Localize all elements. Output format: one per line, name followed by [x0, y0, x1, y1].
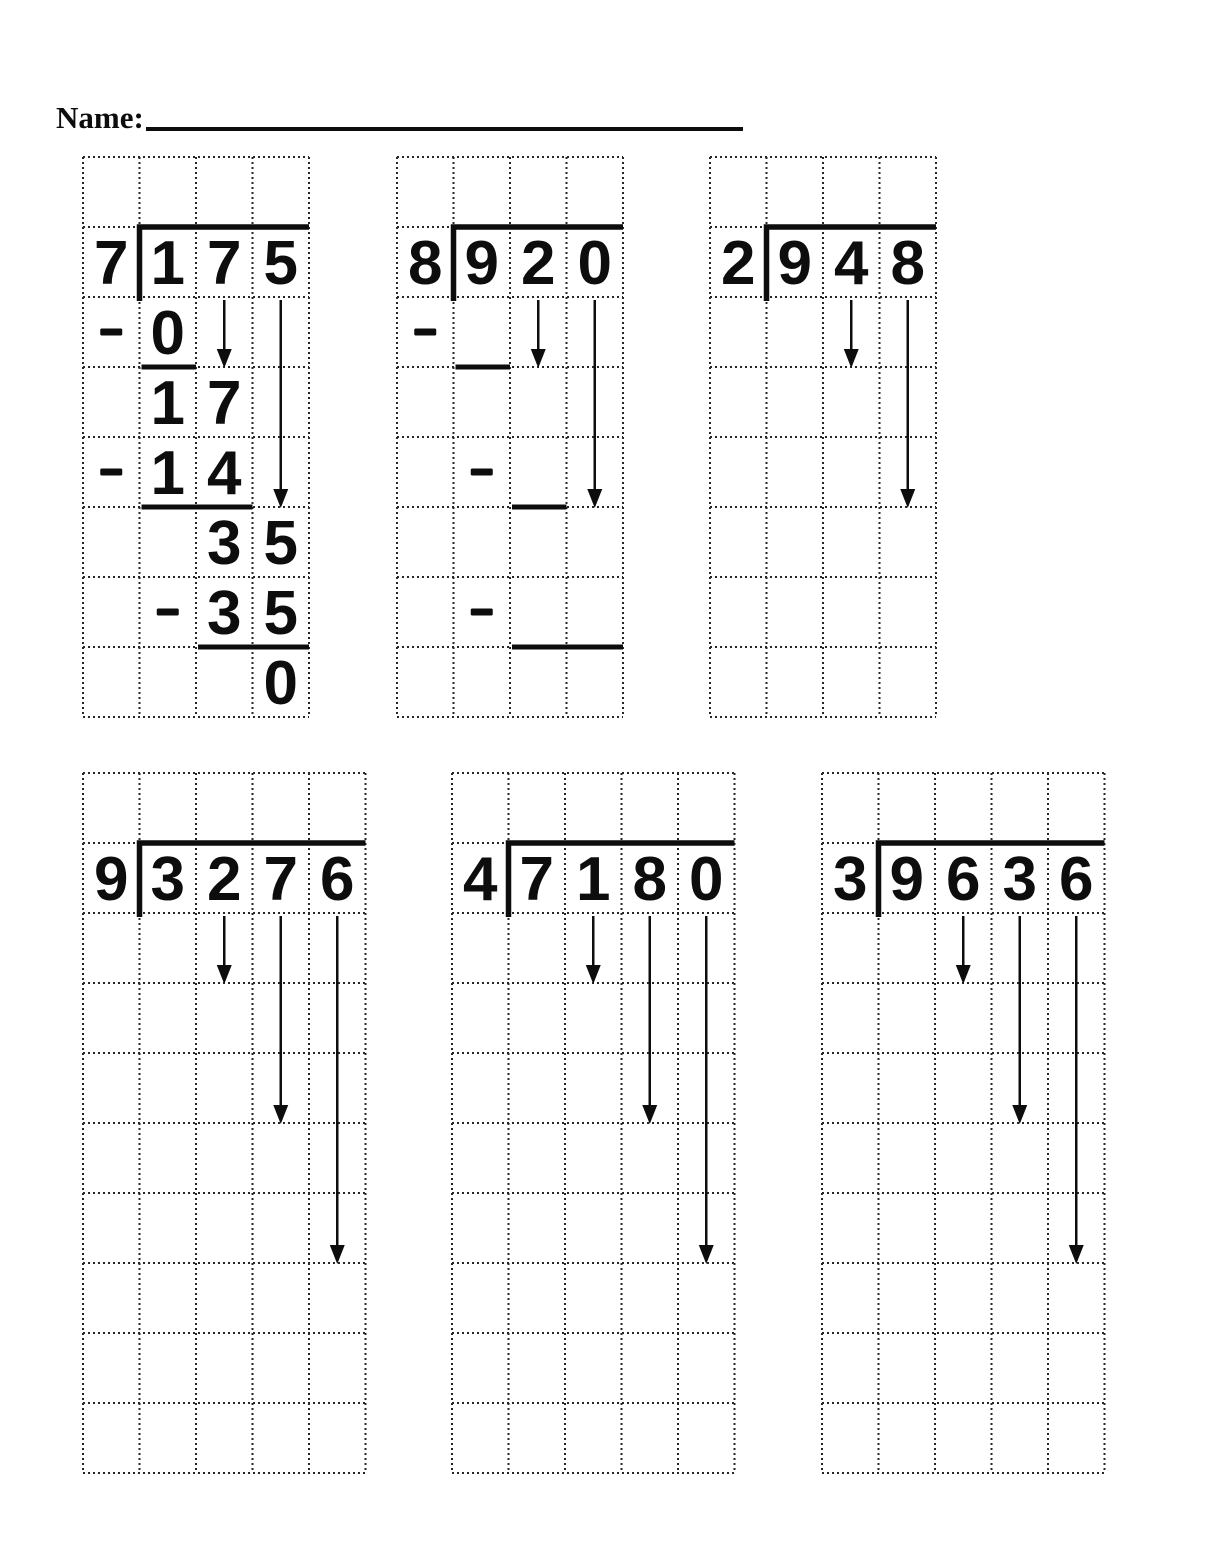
name-blank-line: [146, 127, 743, 131]
minus-sign: [100, 469, 122, 476]
dividend-digit: 6: [320, 845, 355, 914]
bring-down-arrow-head: [586, 965, 601, 984]
work-digit: 3: [207, 579, 242, 648]
dividend-digit: 2: [207, 845, 242, 914]
bring-down-arrow-head: [1012, 1105, 1027, 1124]
bring-down-arrow-head: [273, 1105, 288, 1124]
minus-sign: [157, 609, 179, 616]
bring-down-arrow-head: [642, 1105, 657, 1124]
work-digit: 1: [150, 439, 185, 508]
dividend-digit: 0: [689, 845, 724, 914]
work-digit: 7: [207, 369, 242, 438]
bring-down-arrow-head: [217, 965, 232, 984]
bring-down-arrow-head: [900, 489, 915, 508]
bring-down-arrow-head: [699, 1245, 714, 1264]
dividend-digit: 2: [521, 229, 556, 298]
dividend-digit: 9: [889, 845, 924, 914]
division-problem-6: [822, 773, 1105, 1473]
dividend-digit: 3: [150, 845, 185, 914]
name-label: Name:: [56, 100, 144, 135]
dividend-digit: 4: [834, 229, 869, 298]
minus-sign: [471, 469, 493, 476]
dividend-digit: 0: [577, 229, 612, 298]
dividend-digit: 8: [632, 845, 667, 914]
minus-sign: [471, 609, 493, 616]
dividend-digit: 5: [263, 229, 298, 298]
division-problem-4: [83, 773, 366, 1473]
work-digit: 1: [150, 369, 185, 438]
bring-down-arrow-head: [531, 349, 546, 368]
bring-down-arrow-head: [1069, 1245, 1084, 1264]
dividend-digit: 1: [150, 229, 185, 298]
work-digit: 0: [150, 299, 185, 368]
work-digit: 3: [207, 509, 242, 578]
dividend-digit: 9: [777, 229, 812, 298]
bring-down-arrow-head: [844, 349, 859, 368]
work-digit: 4: [207, 439, 242, 508]
work-digit: 5: [263, 509, 298, 578]
dividend-digit: 6: [946, 845, 981, 914]
divisor-digit: 7: [94, 229, 129, 298]
minus-sign: [414, 329, 436, 336]
minus-sign: [100, 329, 122, 336]
dividend-digit: 7: [207, 229, 242, 298]
divisor-digit: 8: [408, 229, 443, 298]
dividend-digit: 3: [1002, 845, 1037, 914]
bring-down-arrow-head: [330, 1245, 345, 1264]
bring-down-arrow-head: [956, 965, 971, 984]
work-digit: 5: [263, 579, 298, 648]
bring-down-arrow-head: [273, 489, 288, 508]
division-problem-2: [397, 157, 623, 717]
dividend-digit: 1: [576, 845, 611, 914]
work-digit: 0: [263, 649, 298, 718]
bring-down-arrow-head: [587, 489, 602, 508]
divisor-digit: 3: [833, 845, 868, 914]
divisor-digit: 9: [94, 845, 129, 914]
bring-down-arrow-head: [217, 349, 232, 368]
dividend-digit: 6: [1059, 845, 1094, 914]
divisor-digit: 2: [721, 229, 756, 298]
division-problem-5: [452, 773, 735, 1473]
dividend-digit: 7: [263, 845, 298, 914]
dividend-digit: 8: [890, 229, 925, 298]
division-problem-1: [83, 157, 309, 717]
division-problem-3: [710, 157, 936, 717]
dividend-digit: 7: [519, 845, 554, 914]
dividend-digit: 9: [464, 229, 499, 298]
divisor-digit: 4: [463, 845, 498, 914]
